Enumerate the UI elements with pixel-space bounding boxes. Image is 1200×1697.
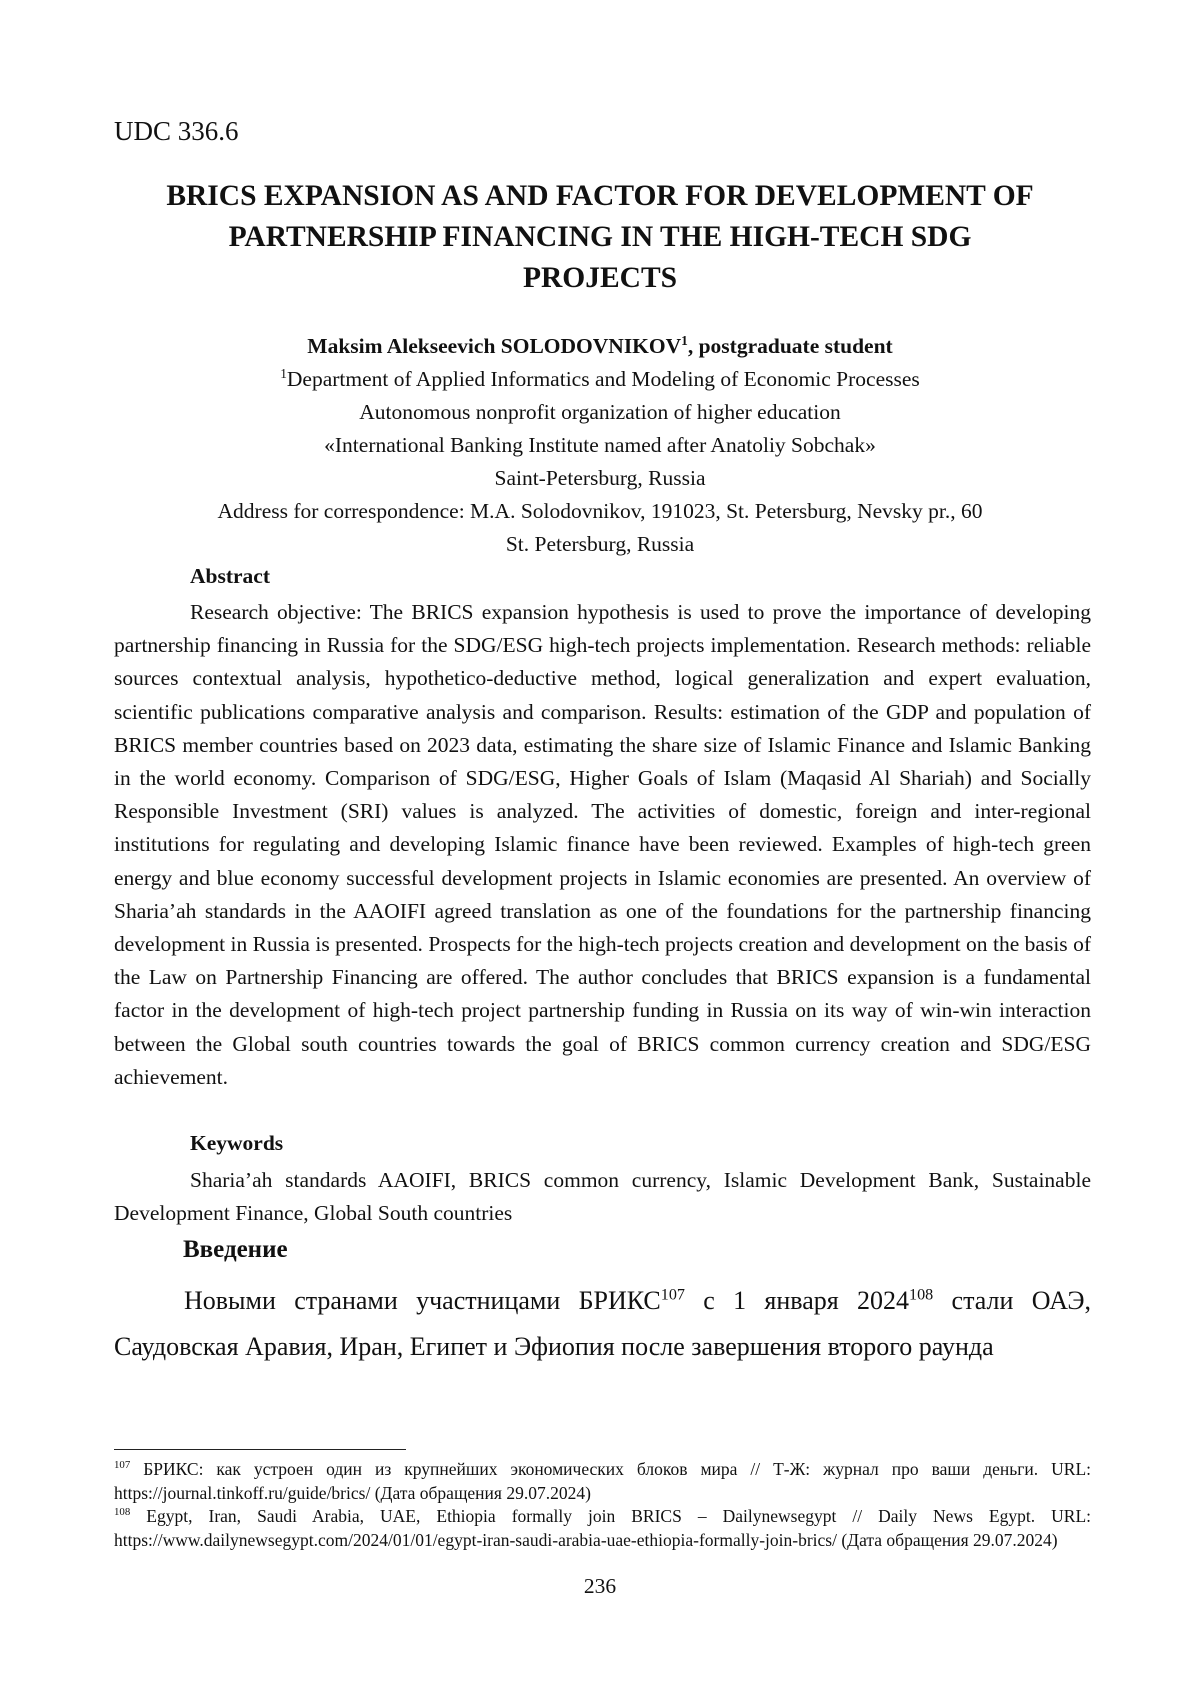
department: Department of Applied Informatics and Modeling of Economic Processes bbox=[286, 367, 920, 391]
correspondence-address: Address for correspondence: M.A. Solodovnikov, 191023, St. Petersburg, Nevsky pr., 60 bbox=[217, 499, 983, 523]
intro-text-part-2: с 1 января 2024 bbox=[684, 1286, 910, 1315]
institute: «International Banking Institute named after Anatoliy Sobchak» bbox=[324, 433, 876, 457]
footnote-text: БРИКС: как устроен один из крупнейших экономических блоков мира // Т-Ж: журнал про ваши деньги. URL: https://journal.tinkoff.ru/guide/brics/ (Дата обращения 29.07.2024) bbox=[114, 1459, 1091, 1503]
author-affiliation-mark: 1 bbox=[681, 332, 688, 348]
title-line-1: BRICS EXPANSION AS AND FACTOR FOR DEVELOPMENT OF bbox=[166, 180, 1034, 212]
department-affiliation-mark: 1 bbox=[280, 365, 287, 381]
introduction-paragraph bbox=[114, 1278, 1091, 1370]
footnote-ref-107: 107 bbox=[660, 1286, 685, 1304]
intro-text-part-1: Новыми странами участницами БРИКС bbox=[184, 1286, 661, 1315]
correspondence-city: St. Petersburg, Russia bbox=[505, 532, 695, 556]
udc-code: UDC 336.6 bbox=[114, 116, 239, 146]
footnotes bbox=[114, 1458, 1091, 1552]
footnote-108 bbox=[114, 1505, 1091, 1552]
keywords-body bbox=[114, 1164, 1091, 1230]
author-block bbox=[100, 330, 1100, 561]
author-name: Maksim Alekseevich SOLODOVNIKOV bbox=[307, 334, 682, 358]
author-role: , postgraduate student bbox=[687, 334, 893, 358]
footnote-number: 107 bbox=[114, 1459, 131, 1472]
organization: Autonomous nonprofit organization of higher education bbox=[359, 400, 841, 424]
keywords-heading: Keywords bbox=[190, 1131, 284, 1155]
footnote-number: 108 bbox=[114, 1506, 131, 1519]
footnote-107 bbox=[114, 1458, 1091, 1505]
abstract-heading: Abstract bbox=[190, 564, 271, 588]
keywords-text: Sharia’ah standards AAOIFI, BRICS common currency, Islamic Development Bank, Sustainable Development Finance, Global South countries bbox=[114, 1168, 1091, 1226]
department-line bbox=[100, 363, 1100, 396]
title-line-2: PARTNERSHIP FINANCING IN THE HIGH-TECH SDG bbox=[228, 221, 972, 253]
introduction-heading: Введение bbox=[183, 1236, 288, 1263]
title-line-3: PROJECTS bbox=[522, 262, 678, 294]
abstract-text: Research objective: The BRICS expansion hypothesis is used to prove the importance of developing partnership financing in Russia for the SDG/ESG high-tech projects implementation. Research methods: reliable sources contextual analysis, hypothetico-deductive method, logical generalization and expert evaluation, scientific publications comparative analysis and comparison. Results: estimation of the GDP and population of BRICS member countries based on 2023 data, estimating the share size of Islamic Finance and Islamic Banking in the world economy. Comparison of SDG/ESG, Higher Goals of Islam (Maqasid Al Shariah) and Socially Responsible Investment (SRI) values is analyzed. The activities of domestic, foreign and inter-regional institutions for regulating and developing Islamic finance have been reviewed. Examples of high-tech green energy and blue economy successful development projects in Islamic economies are presented. An overview of Sharia’ah standards in the AAOIFI agreed translation as one of the foundations for the partnership financing development in Russia is presented. Prospects for the high-tech projects creation and development on the basis of the Law on Partnership Financing are offered. The author concludes that BRICS expansion is a fundamental factor in the development of high-tech project partnership funding in Russia on its way of win-win interaction between the Global south countries towards the goal of BRICS common currency creation and SDG/ESG achievement. bbox=[114, 600, 1091, 1089]
paper-title bbox=[100, 176, 1100, 299]
footnote-separator bbox=[114, 1449, 406, 1450]
page-number: 236 bbox=[583, 1574, 617, 1598]
introduction-body bbox=[114, 1278, 1091, 1370]
footnote-ref-108: 108 bbox=[909, 1286, 934, 1304]
abstract-body bbox=[114, 596, 1091, 1094]
intro-text-part-3: стали ОАЭ, Саудовская Аравия, Иран, Египет и Эфиопия после завершения второго раунда bbox=[114, 1286, 1091, 1361]
affiliation-city: Saint-Petersburg, Russia bbox=[494, 466, 706, 490]
footnote-text: Egypt, Iran, Saudi Arabia, UAE, Ethiopia formally join BRICS – Dailynewsegypt // Daily News Egypt. URL: https://www.dailynewsegypt.com/2024/01/01/egypt-iran-saudi-arabia-uae-ethiopia-formally-join-brics/ (Дата обращения 29.07.2024) bbox=[114, 1506, 1091, 1550]
author-line bbox=[100, 330, 1100, 363]
